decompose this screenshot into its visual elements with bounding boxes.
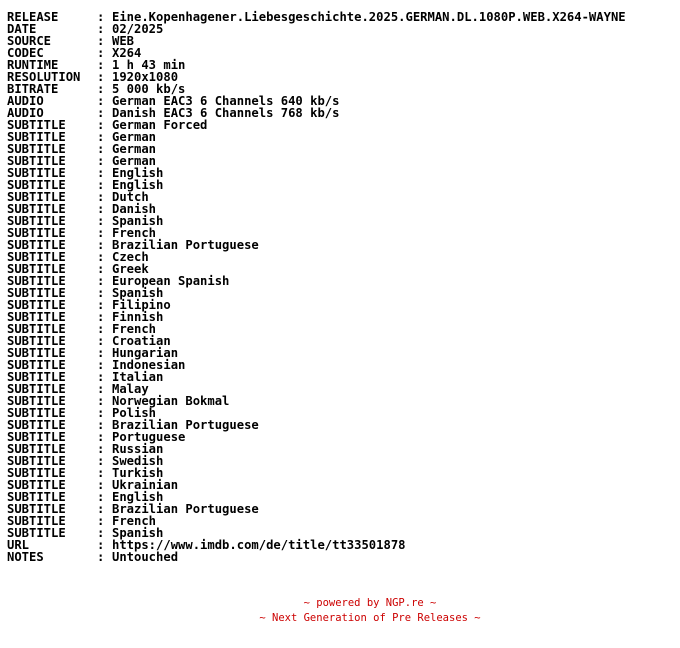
field-separator: : [97, 406, 105, 420]
field-label: SUBTITLE [7, 178, 66, 192]
field-separator: : [97, 526, 105, 540]
field-value: Spanish [112, 526, 164, 540]
field-value: 5 000 kb/s [112, 82, 186, 96]
field-label: SOURCE [7, 34, 52, 48]
field-separator: : [97, 94, 105, 108]
field-value: European Spanish [112, 274, 230, 288]
field-label: SUBTITLE [7, 130, 66, 144]
field-label: CODEC [7, 46, 44, 60]
field-label: RELEASE [7, 10, 59, 24]
field-value: 1920x1080 [112, 70, 179, 84]
field-value: Norwegian Bokmal [112, 394, 230, 408]
field-label: SUBTITLE [7, 190, 66, 204]
field-value: Brazilian Portuguese [112, 502, 259, 516]
nfo-text-block [7, 11, 626, 563]
field-separator: : [97, 502, 105, 516]
field-value: Filipino [112, 298, 171, 312]
field-label: SUBTITLE [7, 370, 66, 384]
field-value: https://www.imdb.com/de/title/tt33501878 [112, 538, 406, 552]
field-label: SUBTITLE [7, 454, 66, 468]
footer-tagline: ~ Next Generation of Pre Releases ~ [259, 612, 481, 624]
field-separator: : [97, 550, 105, 564]
field-separator: : [97, 10, 105, 24]
field-separator: : [97, 334, 105, 348]
field-value: French [112, 514, 157, 528]
field-label: SUBTITLE [7, 382, 66, 396]
field-separator: : [97, 274, 105, 288]
field-value: Dutch [112, 190, 149, 204]
field-separator: : [97, 190, 105, 204]
field-separator: : [97, 358, 105, 372]
field-separator: : [97, 118, 105, 132]
field-value: Czech [112, 250, 149, 264]
field-label: SUBTITLE [7, 406, 66, 420]
field-label: SUBTITLE [7, 478, 66, 492]
field-separator: : [97, 166, 105, 180]
field-separator: : [97, 478, 105, 492]
field-value: Brazilian Portuguese [112, 238, 259, 252]
field-separator: : [97, 178, 105, 192]
field-label: SUBTITLE [7, 250, 66, 264]
field-value: Malay [112, 382, 149, 396]
field-value: English [112, 178, 164, 192]
field-label: SUBTITLE [7, 502, 66, 516]
field-separator: : [97, 262, 105, 276]
field-value: 1 h 43 min [112, 58, 186, 72]
footer-powered-by: ~ powered by NGP.re ~ [303, 597, 437, 609]
field-label: SUBTITLE [7, 118, 66, 132]
field-label: SUBTITLE [7, 274, 66, 288]
field-label: AUDIO [7, 94, 44, 108]
field-label: SUBTITLE [7, 466, 66, 480]
field-label: SUBTITLE [7, 166, 66, 180]
field-value: German [112, 154, 157, 168]
field-label: DATE [7, 22, 37, 36]
field-label: SUBTITLE [7, 430, 66, 444]
field-separator: : [97, 430, 105, 444]
field-value: Turkish [112, 466, 164, 480]
field-label: AUDIO [7, 106, 44, 120]
field-label: SUBTITLE [7, 142, 66, 156]
field-label: SUBTITLE [7, 394, 66, 408]
field-separator: : [97, 130, 105, 144]
field-value: Russian [112, 442, 164, 456]
field-label: SUBTITLE [7, 526, 66, 540]
field-separator: : [97, 286, 105, 300]
field-label: SUBTITLE [7, 262, 66, 276]
field-value: German EAC3 6 Channels 640 kb/s [112, 94, 340, 108]
field-value: German [112, 130, 157, 144]
field-value: French [112, 322, 157, 336]
field-label: SUBTITLE [7, 286, 66, 300]
field-label: SUBTITLE [7, 310, 66, 324]
field-value: Ukrainian [112, 478, 179, 492]
field-separator: : [97, 382, 105, 396]
field-label: SUBTITLE [7, 214, 66, 228]
field-value: Eine.Kopenhagener.Liebesgeschichte.2025.GERMAN.DL.1080P.WEB.X264-WAYNE [112, 10, 626, 24]
field-value: Polish [112, 406, 157, 420]
field-value: German Forced [112, 118, 208, 132]
field-separator: : [97, 250, 105, 264]
field-label: SUBTITLE [7, 514, 66, 528]
field-value: Brazilian Portuguese [112, 418, 259, 432]
field-value: Indonesian [112, 358, 186, 372]
field-separator: : [97, 418, 105, 432]
field-separator: : [97, 442, 105, 456]
nfo-row-notes [7, 551, 626, 563]
field-label: SUBTITLE [7, 346, 66, 360]
field-label: RUNTIME [7, 58, 59, 72]
field-separator: : [97, 154, 105, 168]
field-separator: : [97, 370, 105, 384]
field-separator: : [97, 70, 105, 84]
field-separator: : [97, 22, 105, 36]
field-value: Hungarian [112, 346, 179, 360]
field-label: SUBTITLE [7, 238, 66, 252]
field-label: RESOLUTION [7, 70, 81, 84]
field-separator: : [97, 34, 105, 48]
field-label: BITRATE [7, 82, 59, 96]
field-separator: : [97, 82, 105, 96]
field-value: Danish [112, 202, 157, 216]
field-separator: : [97, 58, 105, 72]
field-separator: : [97, 202, 105, 216]
field-separator: : [97, 538, 105, 552]
field-separator: : [97, 490, 105, 504]
field-separator: : [97, 214, 105, 228]
field-value: Italian [112, 370, 164, 384]
field-value: Greek [112, 262, 149, 276]
field-label: SUBTITLE [7, 226, 66, 240]
field-separator: : [97, 238, 105, 252]
field-separator: : [97, 514, 105, 528]
field-label: SUBTITLE [7, 298, 66, 312]
field-value: French [112, 226, 157, 240]
field-label: SUBTITLE [7, 418, 66, 432]
field-value: Portuguese [112, 430, 186, 444]
field-value: Untouched [112, 550, 179, 564]
field-value: X264 [112, 46, 142, 60]
field-value: Spanish [112, 286, 164, 300]
field-value: Danish EAC3 6 Channels 768 kb/s [112, 106, 340, 120]
field-value: 02/2025 [112, 22, 164, 36]
field-value: Finnish [112, 310, 164, 324]
field-separator: : [97, 106, 105, 120]
field-separator: : [97, 346, 105, 360]
field-separator: : [97, 298, 105, 312]
field-value: Swedish [112, 454, 164, 468]
field-label: SUBTITLE [7, 358, 66, 372]
field-label: URL [7, 538, 30, 552]
field-separator: : [97, 394, 105, 408]
field-value: English [112, 490, 164, 504]
field-label: SUBTITLE [7, 322, 66, 336]
field-label: SUBTITLE [7, 334, 66, 348]
field-label: NOTES [7, 550, 44, 564]
field-separator: : [97, 142, 105, 156]
field-label: SUBTITLE [7, 442, 66, 456]
field-separator: : [97, 46, 105, 60]
field-separator: : [97, 466, 105, 480]
field-value: Croatian [112, 334, 171, 348]
field-label: SUBTITLE [7, 490, 66, 504]
field-value: WEB [112, 34, 135, 48]
field-separator: : [97, 226, 105, 240]
field-label: SUBTITLE [7, 202, 66, 216]
field-value: English [112, 166, 164, 180]
field-value: German [112, 142, 157, 156]
field-separator: : [97, 310, 105, 324]
field-separator: : [97, 454, 105, 468]
field-separator: : [97, 322, 105, 336]
field-label: SUBTITLE [7, 154, 66, 168]
field-value: Spanish [112, 214, 164, 228]
